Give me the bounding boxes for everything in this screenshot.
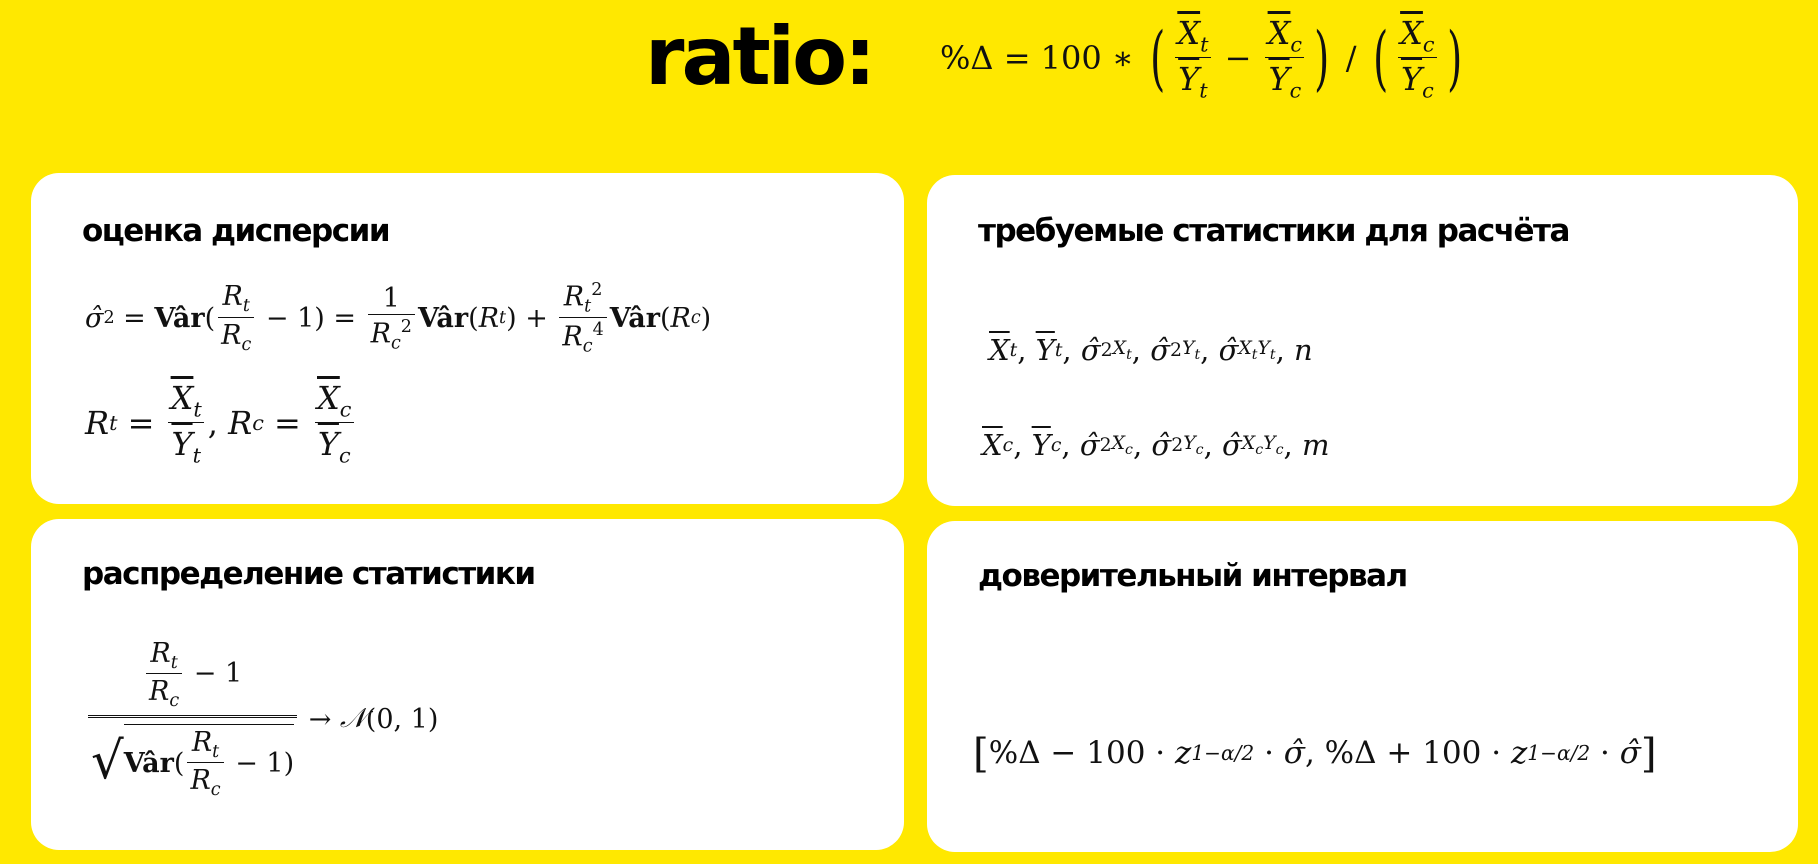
statistic-distribution-card (31, 519, 904, 850)
required-stats-card (927, 175, 1798, 506)
control-stats: $\overline{X}$ c , $\overline{Y}$ c , σ̂ 2 $X_c$ , σ̂ 2 $Y_c$ , σ̂ $X_cY_c$ , m (982, 428, 1330, 462)
card-title: доверительный интервал (978, 558, 1407, 594)
distribution-formula: $\frac{R_t}{R_c}$ − 1 √ Vâr ( $\frac{R_t}{R_c}$ − 1) → 𝒩 (0, 1) (85, 644, 438, 794)
confidence-interval-card (927, 521, 1798, 852)
page-title: ratio: (645, 10, 874, 103)
header (0, 0, 1818, 160)
treatment-stats: $\overline{X}$ t , $\overline{Y}$ t , σ̂ 2 $X_t$ , σ̂ 2 $Y_t$ , σ̂ $X_tY_t$ , n (989, 333, 1313, 367)
variance-formula: σ̂ 2 = Vâr ( $\frac{R_t}{R_c}$ − 1) = $\frac{1}{R_c^2}$ Vâr ( R t ) + $\frac{R_t^2}{R_c^4}$ Vâr ( R c ) (85, 279, 712, 357)
card-title: требуемые статистики для расчёта (978, 213, 1569, 249)
ratio-definitions: R t = $\frac{\overline{X}_t}{\overline{Y}_t}$ , R c = $\frac{\overline{X}_c}{\overline{Y}_c}$ (85, 381, 357, 465)
ratio-formula: %Δ = 100 ∗ ( $\frac{\overline{X}_t}{\overline{Y}_t}$ − $\frac{\overline{X}_c}{\overline{Y}_c}$ ) / ( $\frac{\overline{X}_c}{\overline{Y}_c}$ ) (940, 14, 1462, 102)
variance-estimate-card (31, 173, 904, 504)
card-title: распределение статистики (82, 556, 535, 592)
interval-formula: [ %Δ − 100 · z 1−α/2 · σ̂ , %Δ + 100 · z 1−α/2 · σ̂ ] (973, 729, 1657, 777)
card-title: оценка дисперсии (82, 213, 390, 249)
